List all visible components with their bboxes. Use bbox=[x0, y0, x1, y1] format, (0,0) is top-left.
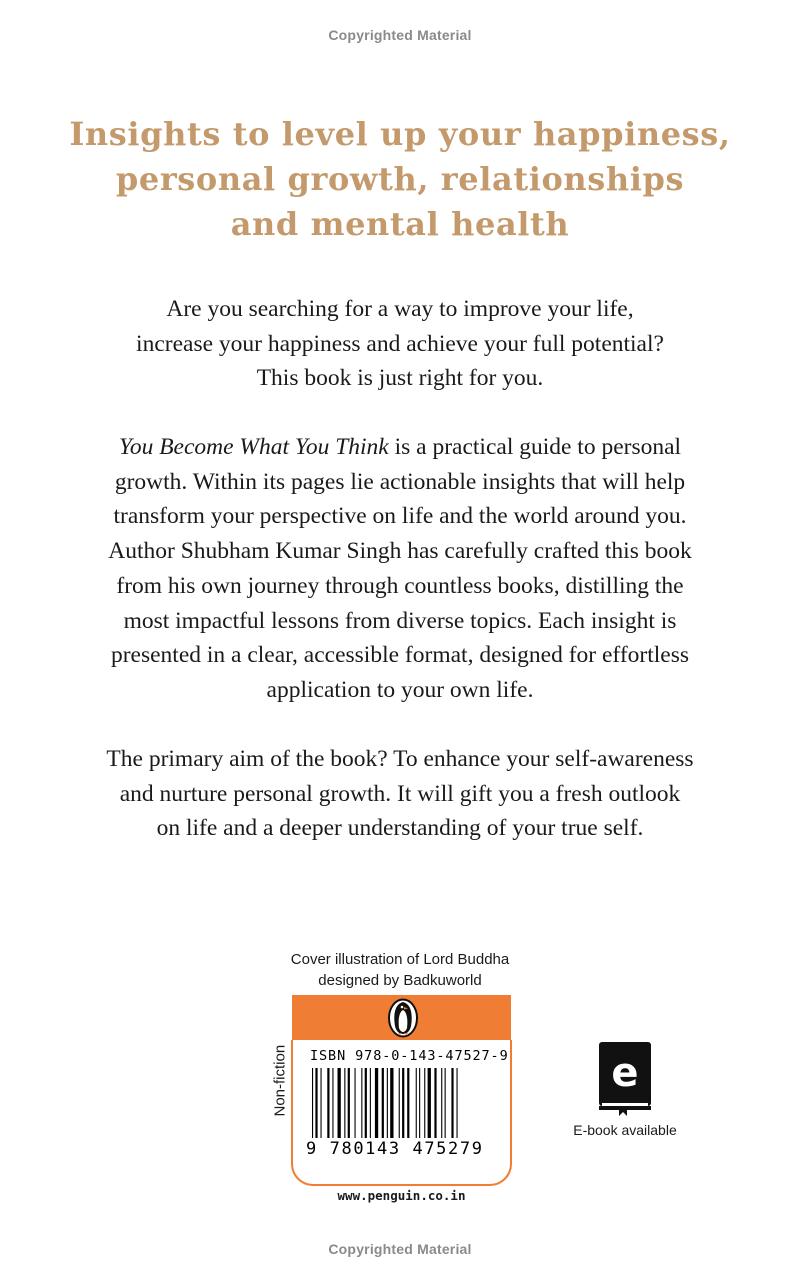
blurb-line: and nurture personal growth. It will gift you a fresh outlook bbox=[119, 780, 681, 807]
blurb-paragraph-2 bbox=[60, 430, 740, 708]
blurb-line: This book is just right for you. bbox=[256, 365, 544, 392]
blurb-line: most impactful lessons from diverse topics. Each insight is bbox=[123, 607, 677, 634]
svg-text:e: e bbox=[611, 1050, 639, 1096]
blurb-line bbox=[60, 430, 740, 465]
blurb-line: The primary aim of the book? To enhance your self-awareness bbox=[106, 746, 694, 772]
penguin-icon bbox=[387, 998, 419, 1038]
watermark-bottom: Copyrighted Material bbox=[328, 1241, 472, 1257]
category-label: Non-fiction bbox=[271, 1044, 289, 1117]
blurb-line: on life and a deeper understanding of your true self. bbox=[156, 815, 644, 842]
blurb-paragraph-1 bbox=[60, 292, 740, 396]
watermark-top: Copyrighted Material bbox=[328, 27, 472, 43]
blurb-line: Are you searching for a way to improve your life, bbox=[166, 296, 634, 322]
credit-line: designed by Badkuworld bbox=[318, 972, 482, 989]
publisher-url: www.penguin.co.in bbox=[337, 1188, 466, 1203]
blurb-paragraph-3 bbox=[60, 742, 740, 846]
headline-line: Insights to level up your happiness, bbox=[69, 115, 731, 153]
ebook-icon bbox=[597, 1040, 653, 1116]
headline bbox=[0, 112, 800, 247]
blurb-text: is a practical guide to personal bbox=[388, 434, 682, 460]
blurb-line: Author Shubham Kumar Singh has carefully crafted this book bbox=[108, 538, 692, 565]
cover-credit bbox=[270, 949, 530, 991]
blurb-line: application to your own life. bbox=[266, 676, 534, 703]
blurb-line: growth. Within its pages lie actionable insights that will help bbox=[114, 468, 686, 495]
isbn-label: ISBN 978-0-143-47527-9 bbox=[310, 1048, 509, 1064]
blurb-line: increase your happiness and achieve your full potential? bbox=[136, 330, 664, 357]
ebook-label: E-book available bbox=[573, 1122, 677, 1138]
blurb-line: from his own journey through countless books, distilling the bbox=[116, 572, 684, 599]
headline-line: and mental health bbox=[230, 205, 570, 243]
blurb-line: presented in a clear, accessible format, designed for effortless bbox=[110, 642, 690, 669]
headline-line: personal growth, relationships bbox=[115, 160, 685, 198]
blurb-line: transform your perspective on life and the world around you. bbox=[113, 503, 687, 530]
credit-line: Cover illustration of Lord Buddha bbox=[290, 951, 510, 968]
book-title: You Become What You Think bbox=[118, 434, 389, 460]
barcode-icon bbox=[312, 1068, 496, 1138]
barcode-digits: 9 780143 475279 bbox=[306, 1139, 484, 1159]
